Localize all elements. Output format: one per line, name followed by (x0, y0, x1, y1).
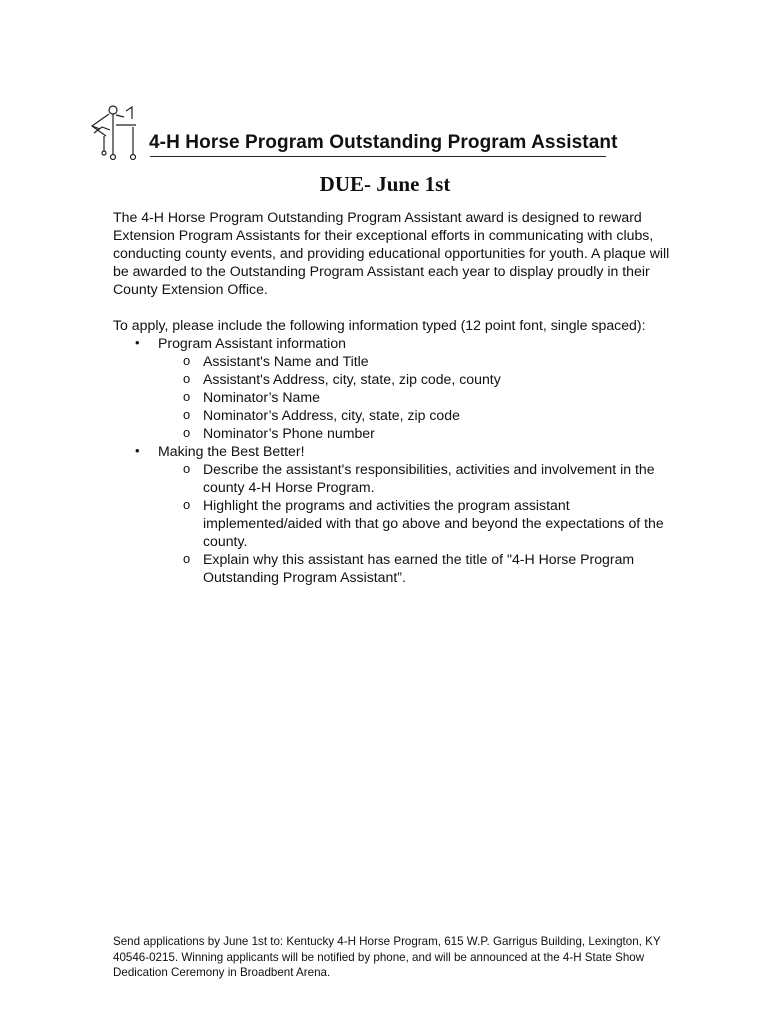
page-title: 4-H Horse Program Outstanding Program Assistant (149, 132, 618, 153)
sub-bullet-icon: o (183, 389, 191, 404)
sub-bullet-icon: o (183, 461, 191, 476)
list-item (158, 370, 673, 388)
bullet-icon: • (135, 443, 140, 458)
requirements-list (113, 334, 673, 586)
list-item (158, 406, 673, 424)
4h-horse-logo-icon (86, 103, 146, 161)
sub-list (158, 352, 673, 442)
list-item (158, 388, 673, 406)
list-item-text: Describe the assistant's responsibilities, activities and involvement in the county 4-H Horse Program. (203, 461, 655, 495)
sub-bullet-icon: o (183, 551, 191, 566)
list-item (113, 442, 673, 586)
section-label: Program Assistant information (158, 335, 346, 351)
sub-list (158, 460, 673, 586)
list-item (158, 424, 673, 442)
section-label: Making the Best Better! (158, 443, 305, 459)
list-item-text: Highlight the programs and activities the program assistant implemented/aided with that go above and beyond the expectations of the county. (203, 497, 664, 549)
list-item (158, 496, 673, 550)
list-item (158, 550, 673, 586)
list-item (158, 460, 673, 496)
list-item-text: Nominator’s Address, city, state, zip code (203, 407, 460, 423)
sub-bullet-icon: o (183, 407, 191, 422)
sub-bullet-icon: o (183, 497, 191, 512)
sub-bullet-icon: o (183, 371, 191, 386)
sub-bullet-icon: o (183, 353, 191, 368)
due-date-heading: DUE- June 1st (319, 172, 451, 196)
footer-note: Send applications by June 1st to: Kentucky 4-H Horse Program, 615 W.P. Garrigus Building, Lexington, KY 40546-0215. Winning applicants will be notified by phone, and will be announced at the 4-H State Show Dedication Ceremony in Broadbent Arena. (113, 935, 661, 979)
list-item (113, 334, 673, 442)
intro-paragraph: The 4-H Horse Program Outstanding Program Assistant award is designed to reward Extension Program Assistants for their exceptional efforts in communicating with clubs, conducting county events, and providing educational opportunities for youth. A plaque will be awarded to the Outstanding Program Assistant each year to display proudly in their County Extension Office. (113, 209, 670, 297)
title-underline (150, 156, 606, 157)
sub-bullet-icon: o (183, 425, 191, 440)
list-item-text: Assistant's Name and Title (203, 353, 369, 369)
list-item-text: Assistant's Address, city, state, zip code, county (203, 371, 501, 387)
list-item (158, 352, 673, 370)
document-body (113, 208, 673, 586)
list-item-text: Nominator’s Phone number (203, 425, 375, 441)
list-item-text: Explain why this assistant has earned the title of "4-H Horse Program Outstanding Program Assistant”. (203, 551, 635, 585)
list-item-text: Nominator’s Name (203, 389, 320, 405)
bullet-icon: • (135, 335, 140, 350)
apply-instructions: To apply, please include the following information typed (12 point font, single spaced): (113, 317, 646, 333)
